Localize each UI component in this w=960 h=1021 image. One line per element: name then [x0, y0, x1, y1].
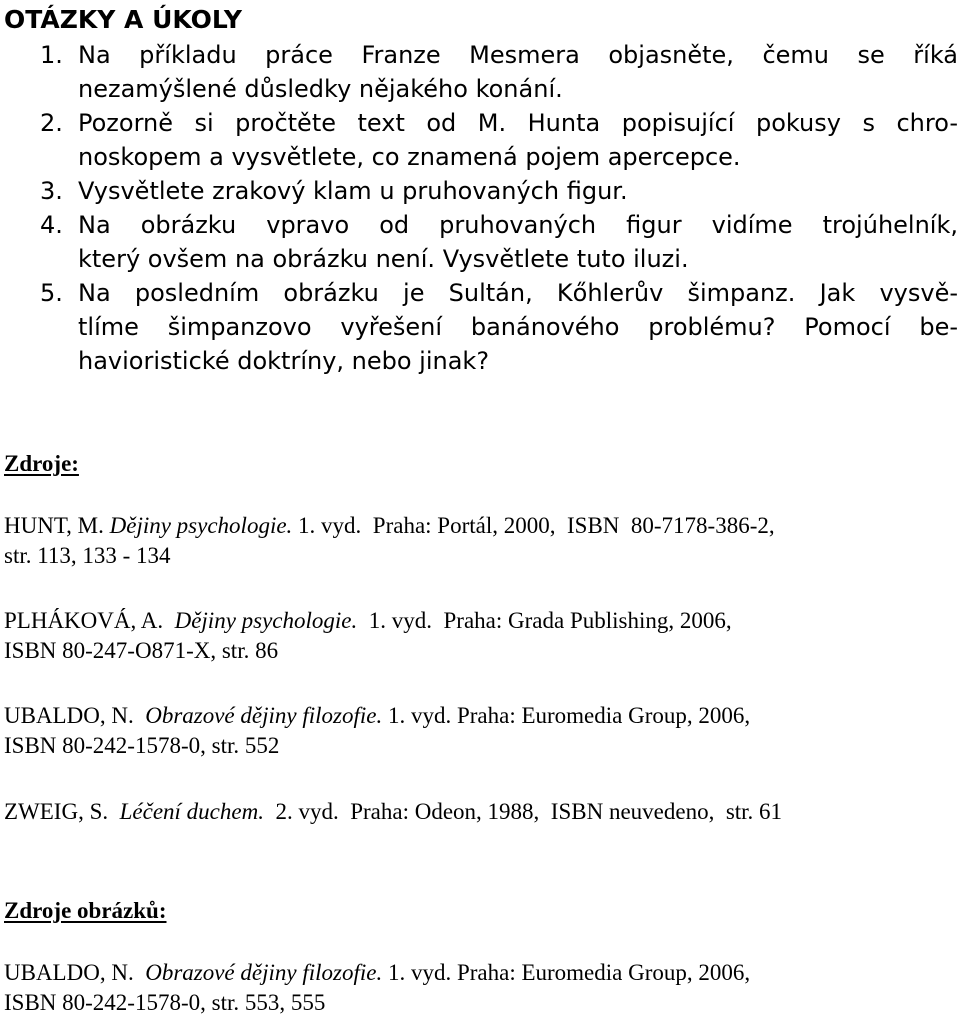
- question-line: nezamýšlené důsledky nějakého konání.: [78, 75, 563, 103]
- source-line: ISBN 80-242-1578-0, str. 553, 555: [4, 990, 326, 1015]
- question-number: 3.: [40, 177, 63, 205]
- question-number: 2.: [40, 109, 63, 137]
- question-number: 4.: [40, 211, 63, 239]
- source-details: 1. vyd. Praha: Portál, 2000, ISBN 80-7178-386-2,: [292, 513, 775, 538]
- question-text: [78, 106, 958, 174]
- source-entry: [4, 606, 732, 666]
- question-item: [40, 106, 958, 174]
- question-item: [40, 38, 958, 106]
- source-line: str. 113, 133 - 134: [4, 543, 171, 568]
- question-line: havioristické doktríny, nebo jinak?: [78, 347, 490, 375]
- source-title: Dějiny psychologie.: [109, 513, 293, 538]
- sources-heading: Zdroje:: [4, 451, 79, 476]
- source-line: [4, 701, 750, 731]
- source-title: Obrazové dějiny filozofie.: [145, 960, 383, 985]
- question-item: [40, 276, 958, 378]
- source-entry: [4, 797, 782, 827]
- question-number: 5.: [40, 279, 63, 307]
- source-author: UBALDO, N.: [4, 960, 146, 985]
- image-sources-heading: Zdroje obrázků:: [4, 898, 167, 923]
- question-line: Na příkladu práce Franze Mesmera objasněte, čemu se říká: [78, 41, 958, 69]
- source-details: 1. vyd. Praha: Grada Publishing, 2006,: [357, 608, 732, 633]
- source-details: 1. vyd. Praha: Euromedia Group, 2006,: [382, 960, 751, 985]
- image-source-entry: [4, 958, 750, 1018]
- question-line: který ovšem na obrázku není. Vysvětlete tuto iluzi.: [78, 245, 689, 273]
- question-item: [40, 174, 958, 208]
- source-author: UBALDO, N.: [4, 703, 146, 728]
- source-details: 2. vyd. Praha: Odeon, 1988, ISBN neuvedeno, str. 61: [263, 799, 783, 824]
- source-details: 1. vyd. Praha: Euromedia Group, 2006,: [382, 703, 751, 728]
- question-line: tlíme šimpanzovo vyřešení banánového problému? Pomocí be-: [78, 313, 958, 341]
- source-line: [4, 797, 782, 827]
- source-author: HUNT, M.: [4, 513, 110, 538]
- source-line: ISBN 80-247-O871-X, str. 86: [4, 638, 279, 663]
- question-text: [78, 208, 958, 276]
- source-entry: [4, 511, 775, 571]
- page-title: OTÁZKY A ÚKOLY: [4, 5, 243, 34]
- source-author: PLHÁKOVÁ, A.: [4, 608, 175, 633]
- question-line: Vysvětlete zrakový klam u pruhovaných figur.: [78, 177, 628, 205]
- source-entry: [4, 701, 750, 761]
- source-title: Obrazové dějiny filozofie.: [145, 703, 383, 728]
- question-item: [40, 208, 958, 276]
- question-line: Na obrázku vpravo od pruhovaných figur vidíme trojúhelník,: [78, 211, 958, 239]
- question-text: [78, 174, 958, 208]
- source-line: [4, 606, 732, 636]
- source-line: ISBN 80-242-1578-0, str. 552: [4, 733, 280, 758]
- source-title: Dějiny psychologie.: [174, 608, 358, 633]
- question-line: Na posledním obrázku je Sultán, Kőhlerův šimpanz. Jak vysvě-: [78, 279, 958, 307]
- question-text: [78, 38, 958, 106]
- source-title: Léčení duchem.: [119, 799, 264, 824]
- question-number: 1.: [40, 41, 63, 69]
- question-line: Pozorně si pročtěte text od M. Hunta popisující pokusy s chro-: [78, 109, 958, 137]
- question-line: noskopem a vysvětlete, co znamená pojem apercepce.: [78, 143, 741, 171]
- source-line: [4, 958, 750, 988]
- source-line: [4, 511, 775, 541]
- question-text: [78, 276, 958, 378]
- question-list: [40, 38, 958, 378]
- source-author: ZWEIG, S.: [4, 799, 120, 824]
